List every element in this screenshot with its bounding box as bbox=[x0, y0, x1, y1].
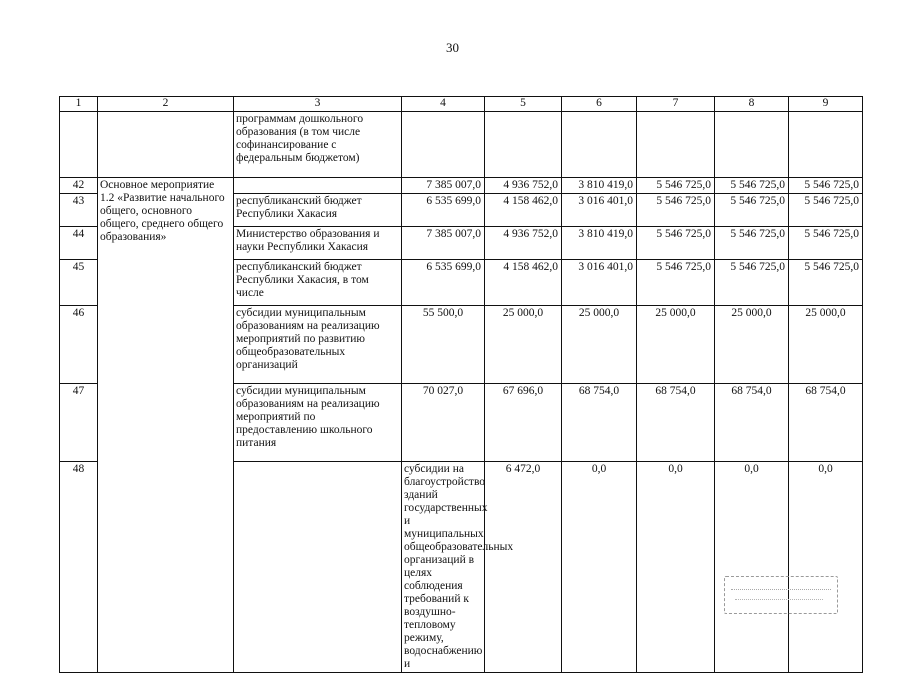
value-cell: 68 754,0 bbox=[637, 384, 715, 462]
value-cell: 0,0 bbox=[715, 462, 789, 673]
value-cell: 68 754,0 bbox=[789, 384, 863, 462]
measure-name-cell bbox=[98, 112, 234, 178]
value-cell: 68 754,0 bbox=[715, 384, 789, 462]
value-cell: 3 016 401,0 bbox=[562, 260, 637, 306]
value-cell bbox=[402, 112, 485, 178]
funding-source-cell: субсидии муниципальным образованиям на реализацию мероприятий по развитию общеобразовательных организаций bbox=[234, 306, 402, 384]
funding-source-cell: республиканский бюджет Республики Хакасия, в том числе bbox=[234, 260, 402, 306]
column-header: 2 bbox=[98, 97, 234, 112]
faint-stamp bbox=[724, 576, 838, 614]
value-cell: 5 546 725,0 bbox=[637, 178, 715, 194]
value-cell: 0,0 bbox=[637, 462, 715, 673]
value-cell: 5 546 725,0 bbox=[715, 227, 789, 260]
value-cell: 4 936 752,0 bbox=[485, 227, 562, 260]
value-cell: 7 385 007,0 bbox=[402, 178, 485, 194]
value-cell: 25 000,0 bbox=[715, 306, 789, 384]
value-cell bbox=[637, 112, 715, 178]
value-cell: 5 546 725,0 bbox=[789, 194, 863, 227]
funding-source-cell: программам дошкольного образования (в том числе софинансирование с федеральным бюджетом) bbox=[234, 112, 402, 178]
column-header: 9 bbox=[789, 97, 863, 112]
value-cell: 0,0 bbox=[562, 462, 637, 673]
column-header: 1 bbox=[60, 97, 98, 112]
measure-name-cell: Основное мероприятие 1.2 «Развитие начального общего, основного общего, среднего общего образования» bbox=[98, 178, 234, 673]
column-header: 6 bbox=[562, 97, 637, 112]
value-cell: 6 472,0 bbox=[485, 462, 562, 673]
funding-source-cell: субсидии муниципальным образованиям на реализацию мероприятий по предоставлению школьного питания bbox=[234, 384, 402, 462]
row-number-cell: 48 bbox=[60, 462, 98, 673]
value-cell bbox=[485, 112, 562, 178]
row-number-cell: 44 bbox=[60, 227, 98, 260]
measure-name-cell bbox=[234, 462, 402, 673]
value-cell bbox=[789, 112, 863, 178]
column-header: 4 bbox=[402, 97, 485, 112]
value-cell: 3 810 419,0 bbox=[562, 227, 637, 260]
page-number: 30 bbox=[446, 40, 459, 55]
row-number-cell: 43 bbox=[60, 194, 98, 227]
value-cell: 55 500,0 bbox=[402, 306, 485, 384]
value-cell: 6 535 699,0 bbox=[402, 194, 485, 227]
header-row bbox=[60, 97, 863, 112]
value-cell: 70 027,0 bbox=[402, 384, 485, 462]
value-cell: 25 000,0 bbox=[637, 306, 715, 384]
value-cell: 25 000,0 bbox=[485, 306, 562, 384]
value-cell: 5 546 725,0 bbox=[789, 178, 863, 194]
value-cell: 5 546 725,0 bbox=[637, 260, 715, 306]
value-cell: 3 016 401,0 bbox=[562, 194, 637, 227]
value-cell: 5 546 725,0 bbox=[715, 194, 789, 227]
value-cell: 67 696,0 bbox=[485, 384, 562, 462]
value-cell: 5 546 725,0 bbox=[715, 178, 789, 194]
row-number-cell: 42 bbox=[60, 178, 98, 194]
table-row bbox=[60, 178, 863, 194]
value-cell bbox=[715, 112, 789, 178]
value-cell: 25 000,0 bbox=[562, 306, 637, 384]
column-header: 8 bbox=[715, 97, 789, 112]
value-cell: 6 535 699,0 bbox=[402, 260, 485, 306]
funding-source-cell: республиканский бюджет Республики Хакасия bbox=[234, 194, 402, 227]
value-cell bbox=[562, 112, 637, 178]
column-header: 5 bbox=[485, 97, 562, 112]
column-header: 3 bbox=[234, 97, 402, 112]
funding-source-cell: субсидии на благоустройство зданий государственных и муниципальных общеобразовательных организаций в целях соблюдения требований к воздушно-тепловому режиму, водоснабжению и bbox=[402, 462, 485, 673]
funding-source-cell bbox=[234, 178, 402, 194]
row-number-cell bbox=[60, 112, 98, 178]
value-cell: 5 546 725,0 bbox=[715, 260, 789, 306]
row-number-cell: 46 bbox=[60, 306, 98, 384]
value-cell: 3 810 419,0 bbox=[562, 178, 637, 194]
value-cell: 25 000,0 bbox=[789, 306, 863, 384]
value-cell: 5 546 725,0 bbox=[637, 194, 715, 227]
column-header: 7 bbox=[637, 97, 715, 112]
value-cell: 5 546 725,0 bbox=[789, 260, 863, 306]
value-cell: 4 158 462,0 bbox=[485, 260, 562, 306]
value-cell: 68 754,0 bbox=[562, 384, 637, 462]
value-cell: 5 546 725,0 bbox=[637, 227, 715, 260]
funding-source-cell: Министерство образования и науки Республики Хакасия bbox=[234, 227, 402, 260]
value-cell: 5 546 725,0 bbox=[789, 227, 863, 260]
row-number-cell: 47 bbox=[60, 384, 98, 462]
row-number-cell: 45 bbox=[60, 260, 98, 306]
value-cell: 4 158 462,0 bbox=[485, 194, 562, 227]
value-cell: 7 385 007,0 bbox=[402, 227, 485, 260]
value-cell: 0,0 bbox=[789, 462, 863, 673]
value-cell: 4 936 752,0 bbox=[485, 178, 562, 194]
table-row bbox=[60, 112, 863, 178]
